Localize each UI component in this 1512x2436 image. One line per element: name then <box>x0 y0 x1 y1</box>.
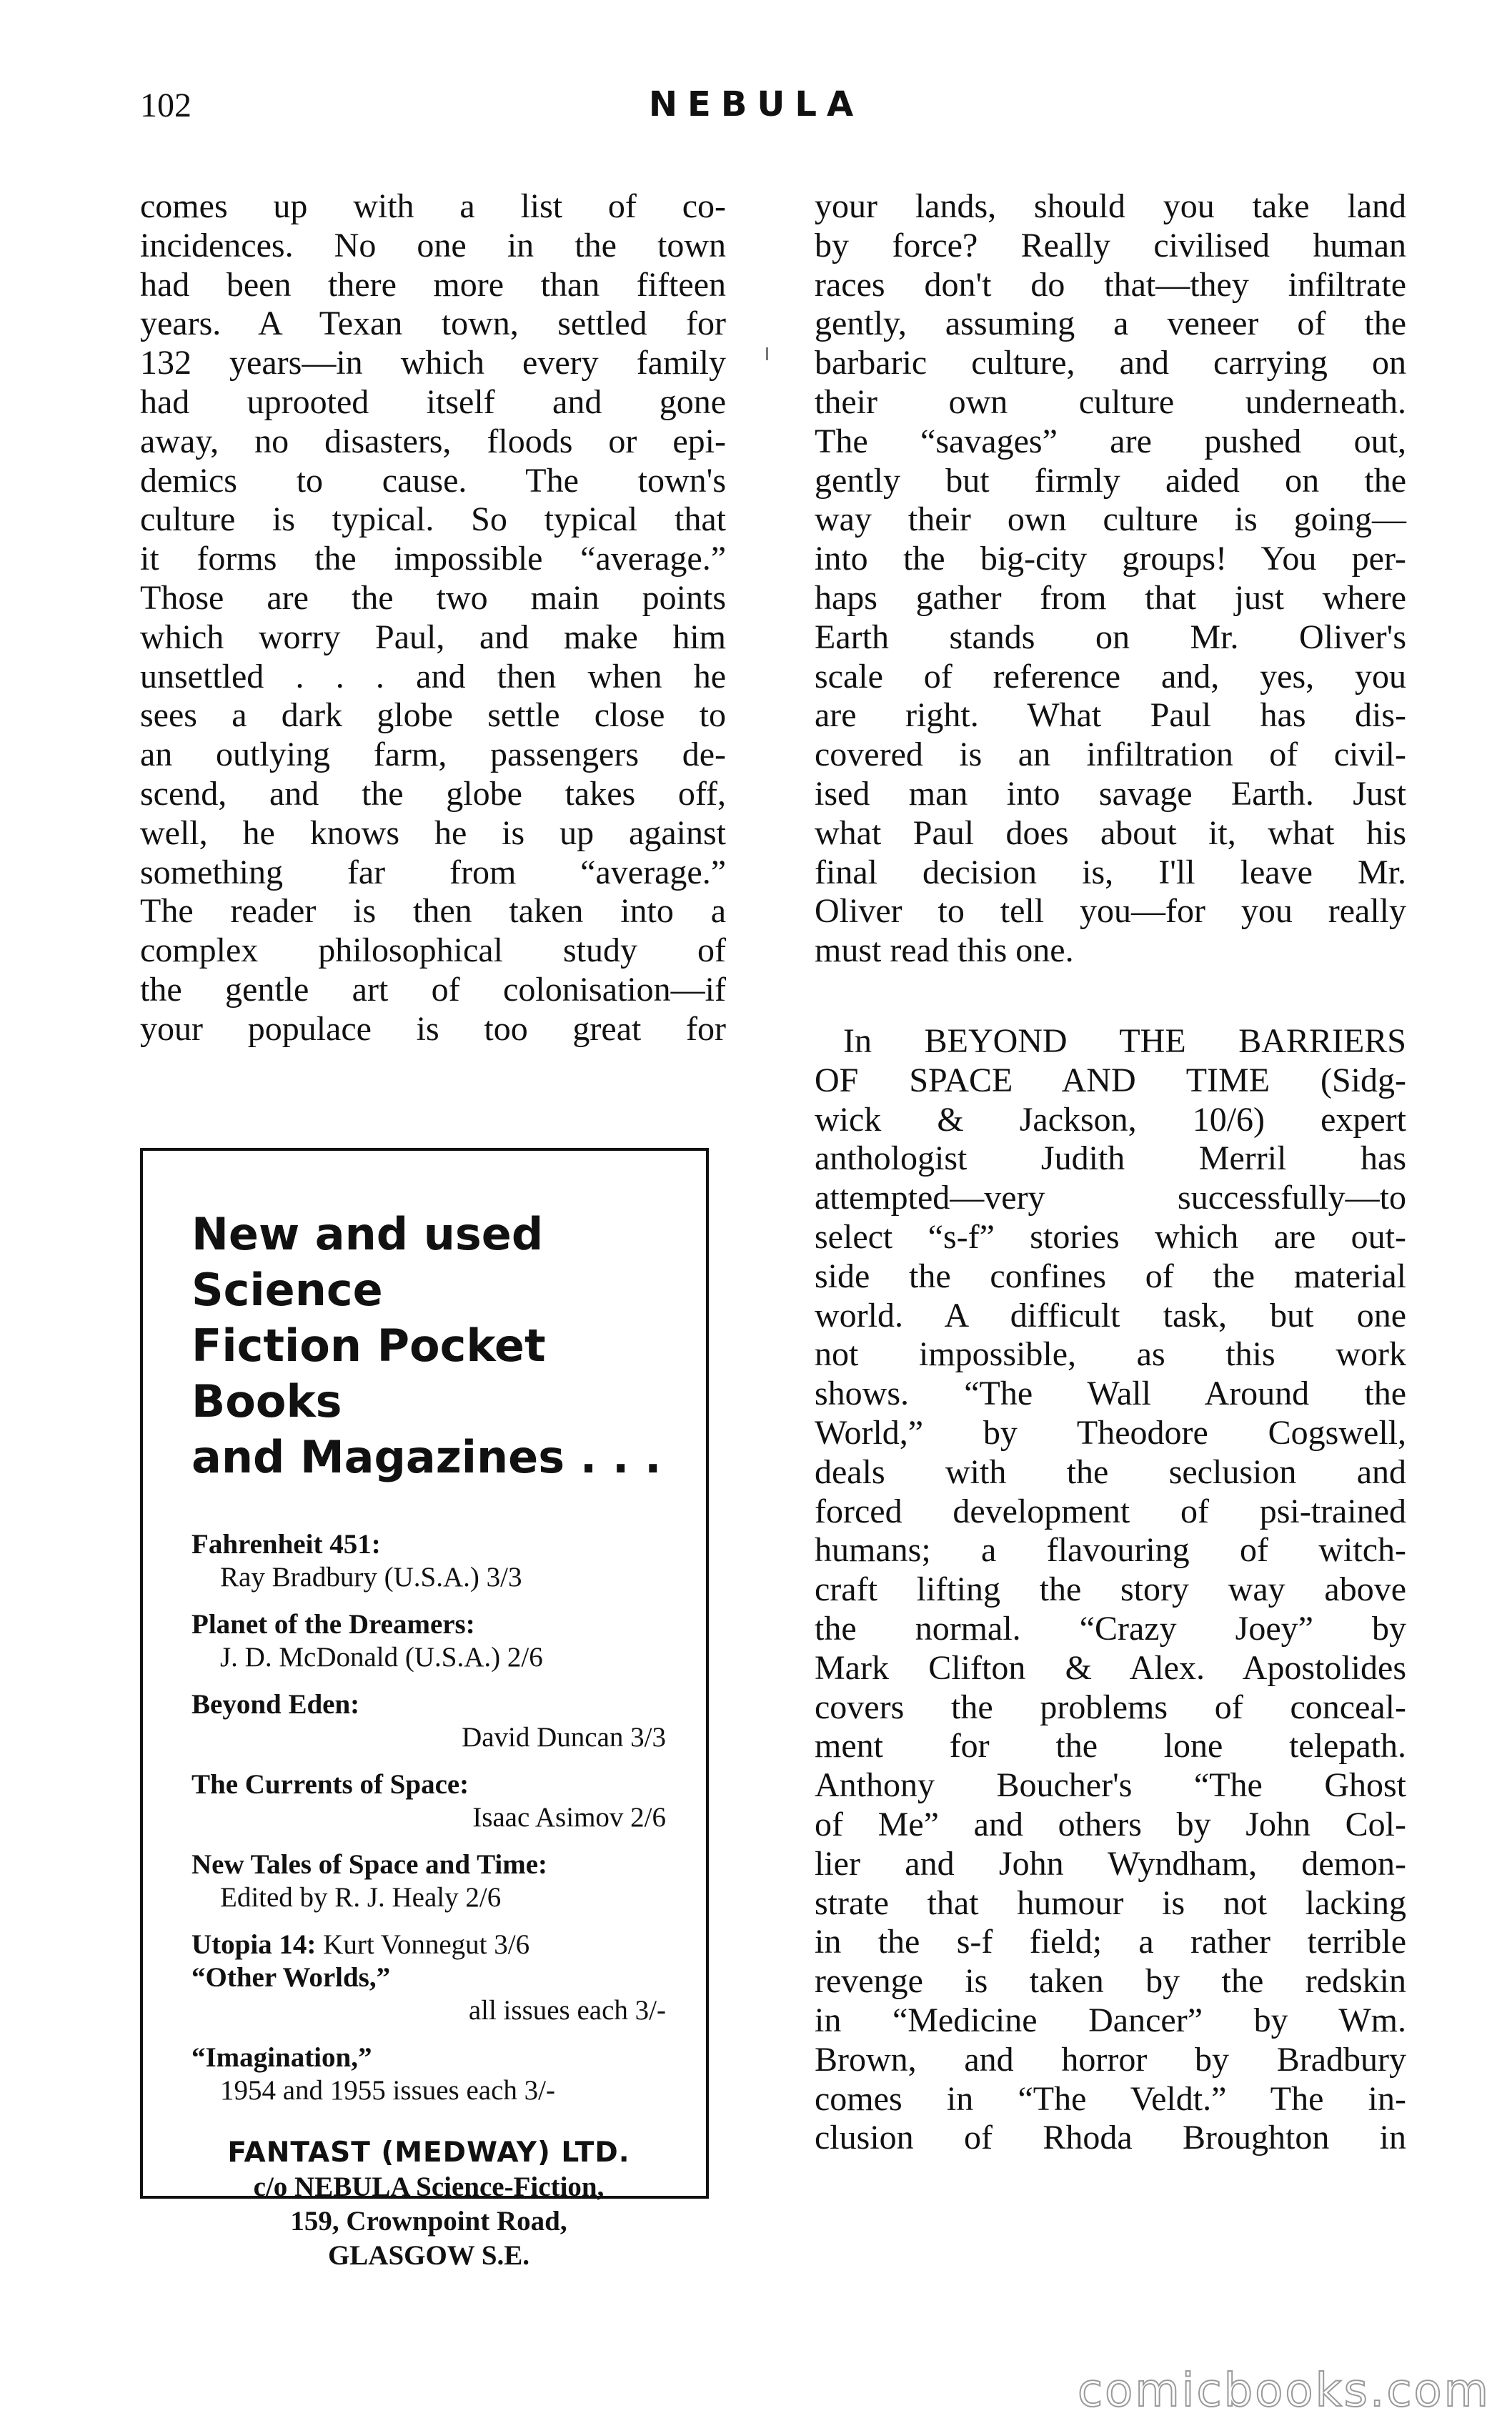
ad-headline-line: Fiction Pocket Books <box>192 1320 546 1427</box>
text-line: gently, assuming a veneer of the <box>815 304 1406 343</box>
ad-address-line: 159, Crownpoint Road, <box>290 2206 567 2237</box>
text-line: wick & Jackson, 10/6) expert <box>815 1100 1406 1139</box>
text-line: barbaric culture, and carrying on <box>815 344 1406 382</box>
text-line: unsettled . . . and then when he <box>140 657 726 695</box>
text-line: races don't do that—they infiltrate <box>815 265 1406 304</box>
text-line: anthologist Judith Merril has <box>815 1139 1406 1178</box>
text-line: OF SPACE AND TIME (Sidg- <box>815 1061 1406 1099</box>
ad-item-detail: 1954 and 1955 issues each 3/- <box>220 2075 555 2106</box>
ad-list-item <box>192 1848 666 1914</box>
text-line: your lands, should you take land <box>815 187 1406 225</box>
text-line: of Me” and others by John Col- <box>815 1805 1406 1843</box>
column-divider-mark <box>766 347 768 360</box>
right-column-review-paragraph <box>815 1022 1406 2158</box>
text-line: World,” by Theodore Cogswell, <box>815 1413 1406 1452</box>
left-column-text <box>140 187 726 1049</box>
text-line: years. A Texan town, settled for <box>140 304 726 343</box>
text-line: side the confines of the material <box>815 1257 1406 1295</box>
text-line: in the s-f field; a rather terrible <box>815 1923 1406 1961</box>
text-line: the normal. “Crazy Joey” by <box>815 1609 1406 1648</box>
text-line: Anthony Boucher's “The Ghost <box>815 1766 1406 1805</box>
text-line: comes up with a list of co- <box>140 187 726 225</box>
ad-item-title: “Other Worlds,” <box>192 1962 391 1993</box>
text-line: Those are the two main points <box>140 578 726 617</box>
ad-list-item <box>192 1929 666 1961</box>
text-line: gently but firmly aided on the <box>815 461 1406 500</box>
text-line: 132 years—in which every family <box>140 344 726 382</box>
text-line: covered is an infiltration of civil- <box>815 736 1406 774</box>
text-line: clusion of Rhoda Broughton in <box>815 2119 1406 2157</box>
text-line: Brown, and horror by Bradbury <box>815 2040 1406 2079</box>
text-line: by force? Really civilised human <box>815 226 1406 264</box>
text-line: had uprooted itself and gone <box>140 382 726 421</box>
text-line: The “savages” are pushed out, <box>815 422 1406 460</box>
ad-item-detail: Edited by R. J. Healy 2/6 <box>220 1882 502 1913</box>
ad-headline-line: and Magazines . . . <box>192 1431 662 1483</box>
ad-list-item <box>192 1688 666 1754</box>
text-line: had been there more than fifteen <box>140 265 726 304</box>
text-line: world. A difficult task, but one <box>815 1296 1406 1335</box>
text-line: revenge is taken by the redskin <box>815 1962 1406 2001</box>
left-column-paragraph <box>140 187 726 1049</box>
right-column-text-bottom <box>815 1022 1406 2158</box>
ad-item-title: Utopia 14: <box>192 1929 317 1960</box>
ad-headline <box>192 1207 666 1485</box>
text-line: The reader is then taken into a <box>140 892 726 931</box>
text-line: the gentle art of colonisation—if <box>140 970 726 1009</box>
text-line: Earth stands on Mr. Oliver's <box>815 618 1406 656</box>
text-line: what Paul does about it, what his <box>815 813 1406 852</box>
text-line: demics to cause. The town's <box>140 461 726 500</box>
text-line: select “s-f” stories which are out- <box>815 1217 1406 1256</box>
ad-list-item <box>192 1768 666 1834</box>
right-column-paragraph <box>815 187 1406 971</box>
ad-item-title: Planet of the Dreamers: <box>192 1609 475 1640</box>
page-number: 102 <box>140 86 192 124</box>
text-line: Mark Clifton & Alex. Apostolides <box>815 1648 1406 1687</box>
text-line: ised man into savage Earth. Just <box>815 774 1406 813</box>
text-line: well, he knows he is up against <box>140 813 726 852</box>
text-line: In BEYOND THE BARRIERS <box>843 1022 1406 1060</box>
ad-item-detail: J. D. McDonald (U.S.A.) 2/6 <box>220 1642 543 1673</box>
text-line: their own culture underneath. <box>815 382 1406 421</box>
ad-list-item <box>192 1528 666 1594</box>
text-line: it forms the impossible “average.” <box>140 540 726 578</box>
ad-address-line: c/o NEBULA Science-Fiction, <box>253 2172 605 2202</box>
ad-item-title: Beyond Eden: <box>192 1689 360 1720</box>
text-line: shows. “The Wall Around the <box>815 1375 1406 1413</box>
text-line: ment for the lone telepath. <box>815 1727 1406 1766</box>
text-line: scale of reference and, yes, you <box>815 657 1406 695</box>
text-line: your populace is too great for <box>140 1009 726 1048</box>
text-line: lier and John Wyndham, demon- <box>815 1844 1406 1883</box>
text-line: attempted—very successfully—to <box>815 1179 1406 1217</box>
text-line: in “Medicine Dancer” by Wm. <box>815 2001 1406 2039</box>
text-line: strate that humour is not lacking <box>815 1883 1406 1922</box>
text-line: way their own culture is going— <box>815 500 1406 539</box>
text-line: covers the problems of conceal- <box>815 1688 1406 1726</box>
ad-item-detail: Kurt Vonnegut 3/6 <box>323 1929 530 1960</box>
text-line: away, no disasters, floods or epi- <box>140 422 726 460</box>
text-line: comes in “The Veldt.” The in- <box>815 2079 1406 2118</box>
ad-item-detail: Isaac Asimov 2/6 <box>472 1802 666 1833</box>
text-line: deals with the seclusion and <box>815 1452 1406 1491</box>
ad-item-title: The Currents of Space: <box>192 1769 469 1800</box>
ad-headline-line: New and used Science <box>192 1208 544 1316</box>
running-head: NEBULA <box>648 84 864 124</box>
text-line: incidences. No one in the town <box>140 226 726 264</box>
text-line: craft lifting the story way above <box>815 1570 1406 1609</box>
text-line: complex philosophical study of <box>140 931 726 970</box>
text-line: an outlying farm, passengers de- <box>140 736 726 774</box>
text-line: culture is typical. So typical that <box>140 500 726 539</box>
text-line: sees a dark globe settle close to <box>140 696 726 735</box>
text-line: something far from “average.” <box>140 853 726 891</box>
ad-footer-address <box>192 2136 666 2273</box>
right-column-text-top <box>815 187 1406 971</box>
ad-list-item <box>192 2041 666 2107</box>
text-line: are right. What Paul has dis- <box>815 696 1406 735</box>
text-line: scend, and the globe takes off, <box>140 774 726 813</box>
text-line: into the big-city groups! You per- <box>815 540 1406 578</box>
ad-list-item <box>192 1608 666 1674</box>
text-line: Oliver to tell you—for you really <box>815 892 1406 931</box>
text-line: must read this one. <box>815 931 1074 970</box>
ad-address-line: GLASGOW S.E. <box>327 2240 530 2271</box>
ad-item-title: New Tales of Space and Time: <box>192 1849 548 1880</box>
text-line: humans; a flavouring of witch- <box>815 1531 1406 1570</box>
ad-item-detail: all issues each 3/- <box>468 1995 666 2026</box>
ad-list-item <box>192 1961 666 2027</box>
advertisement-box <box>140 1148 709 2271</box>
text-line: forced development of psi-trained <box>815 1492 1406 1530</box>
watermark: comicbooks.com <box>1077 2365 1491 2417</box>
ad-item-detail: Ray Bradbury (U.S.A.) 3/3 <box>220 1562 522 1593</box>
ad-item-detail: David Duncan 3/3 <box>462 1722 666 1753</box>
ad-item-title: “Imagination,” <box>192 2042 372 2073</box>
text-line: not impossible, as this work <box>815 1335 1406 1374</box>
ad-item-title: Fahrenheit 451: <box>192 1529 381 1560</box>
text-line: haps gather from that just where <box>815 578 1406 617</box>
text-line: final decision is, I'll leave Mr. <box>815 853 1406 891</box>
ad-company-name: FANTAST (MEDWAY) LTD. <box>227 2137 630 2169</box>
text-line: which worry Paul, and make him <box>140 618 726 656</box>
